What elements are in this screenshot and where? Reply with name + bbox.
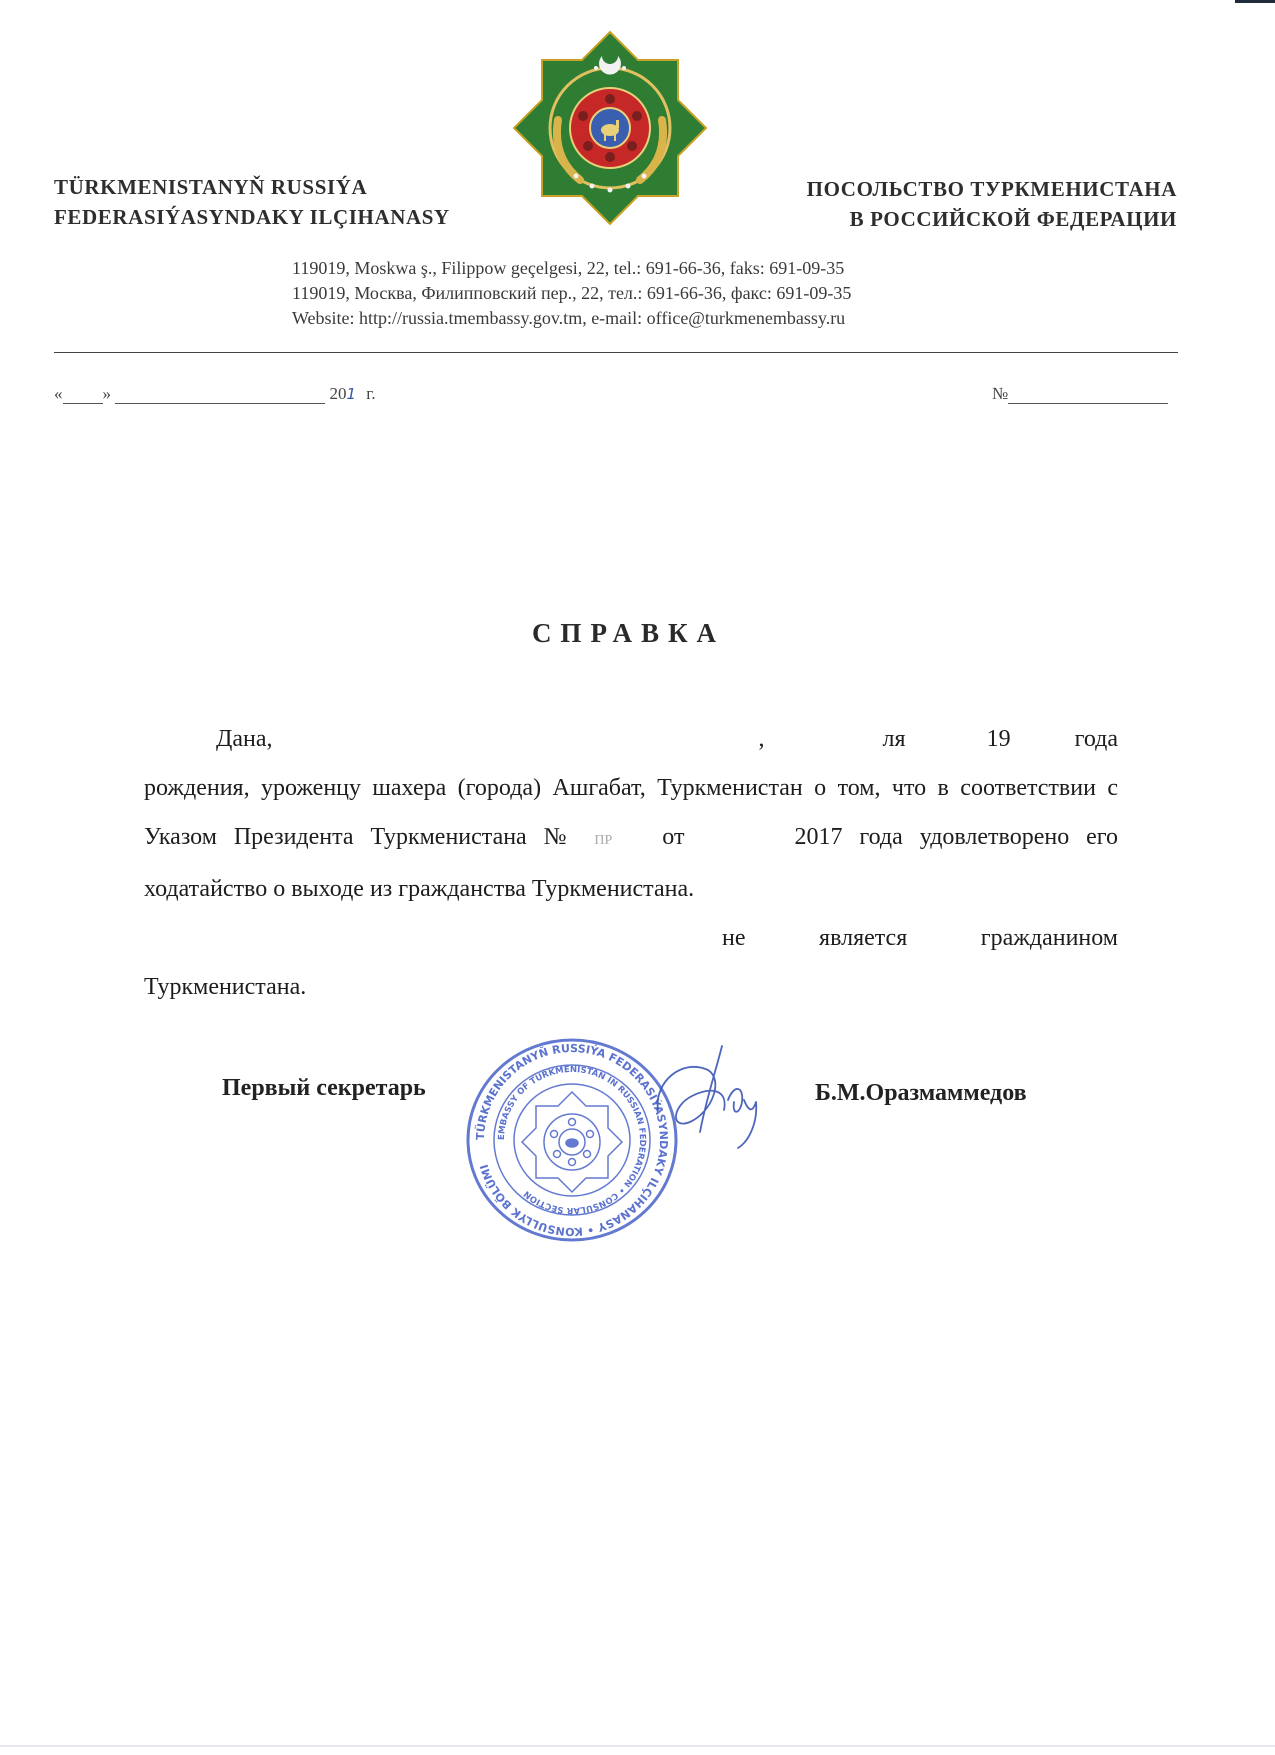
date-close-quote: » [102, 384, 111, 403]
number-blank [1008, 389, 1168, 404]
day-blank [63, 389, 103, 404]
header-divider [54, 352, 1178, 353]
stamp-emblem-icon [522, 1092, 622, 1192]
p1-start: Дана, [216, 726, 273, 752]
signatory-name: Б.М.Оразмаммедов [815, 1080, 1027, 1106]
date-line [54, 384, 376, 404]
scan-bottom-edge [0, 1745, 1275, 1747]
stamp-outer-text: TÜRKMENISTANYŇ RUSSIÝA FEDERASIÝASYNDAKY ILÇIHANASY • KONSULLYK BÖLÜMI [473, 1041, 671, 1239]
p1-comma: , [758, 726, 765, 752]
date-open-quote: « [54, 384, 63, 403]
p1-rest: рождения, уроженцу шахера (города) Ашгабат, Туркменистан о том, что в соответствии с Указом Президента Туркменистана № [144, 775, 1118, 850]
document-title: СПРАВКА [531, 618, 726, 648]
header-left-block [54, 172, 450, 232]
p2-text: не является гражданином Туркменистана. [144, 925, 1118, 1000]
website-email: Website: http://russia.tmembassy.gov.tm, e-mail: office@turkmenembassy.ru [292, 308, 846, 328]
month-blank [115, 389, 325, 404]
stamp-inner-text: EMBASSY OF TURKMENISTAN IN RUSSIAN FEDERATION • CONSULAR SECTION [496, 1064, 648, 1216]
address-russian: 119019, Москва, Филипповский пер., 22, тел.: 691-66-36, факс: 691-09-35 [292, 283, 852, 303]
p1-decree-partial: ПР [594, 833, 613, 848]
p1-god: года [1074, 726, 1118, 752]
p1-month-tail: ля 19 [882, 726, 1011, 752]
scan-edge-mark [1235, 0, 1275, 3]
p1-end: года удовлетворено его ходатайство о выходе из гражданства Туркменистана. [144, 824, 1119, 902]
address-block [292, 256, 851, 331]
address-turkmen: 119019, Moskwa ş., Filippow geçelgesi, 22, tel.: 691-66-36, faks: 691-09-35 [292, 258, 845, 278]
header-right-line2: В РОССИЙСКОЙ ФЕДЕРАЦИИ [849, 207, 1177, 231]
paragraph-1 [144, 715, 1118, 914]
paragraph-2 [144, 914, 1118, 1012]
header-right-block [807, 174, 1177, 234]
handwritten-signature [652, 1040, 772, 1152]
header-left-line2: FEDERASIÝASYNDAKY ILÇIHANASY [54, 205, 450, 229]
number-line [992, 384, 1168, 404]
header-right-line1: ПОСОЛЬСТВО ТУРКМЕНИСТАНА [806, 177, 1177, 201]
official-stamp [462, 1034, 682, 1246]
p1-ot: от [662, 824, 685, 850]
turkmenistan-emblem [512, 30, 708, 226]
year-handwritten-digit: 1 [346, 385, 357, 403]
year-prefix: 20 [329, 384, 347, 403]
signatory-position: Первый секретарь [222, 1075, 426, 1101]
document-body [144, 715, 1118, 1012]
number-label: № [992, 384, 1009, 403]
header-left-line1: TÜRKMENISTANYŇ RUSSIÝA [54, 175, 368, 199]
year-suffix: г. [366, 384, 376, 403]
p1-year: 2017 [794, 824, 843, 850]
